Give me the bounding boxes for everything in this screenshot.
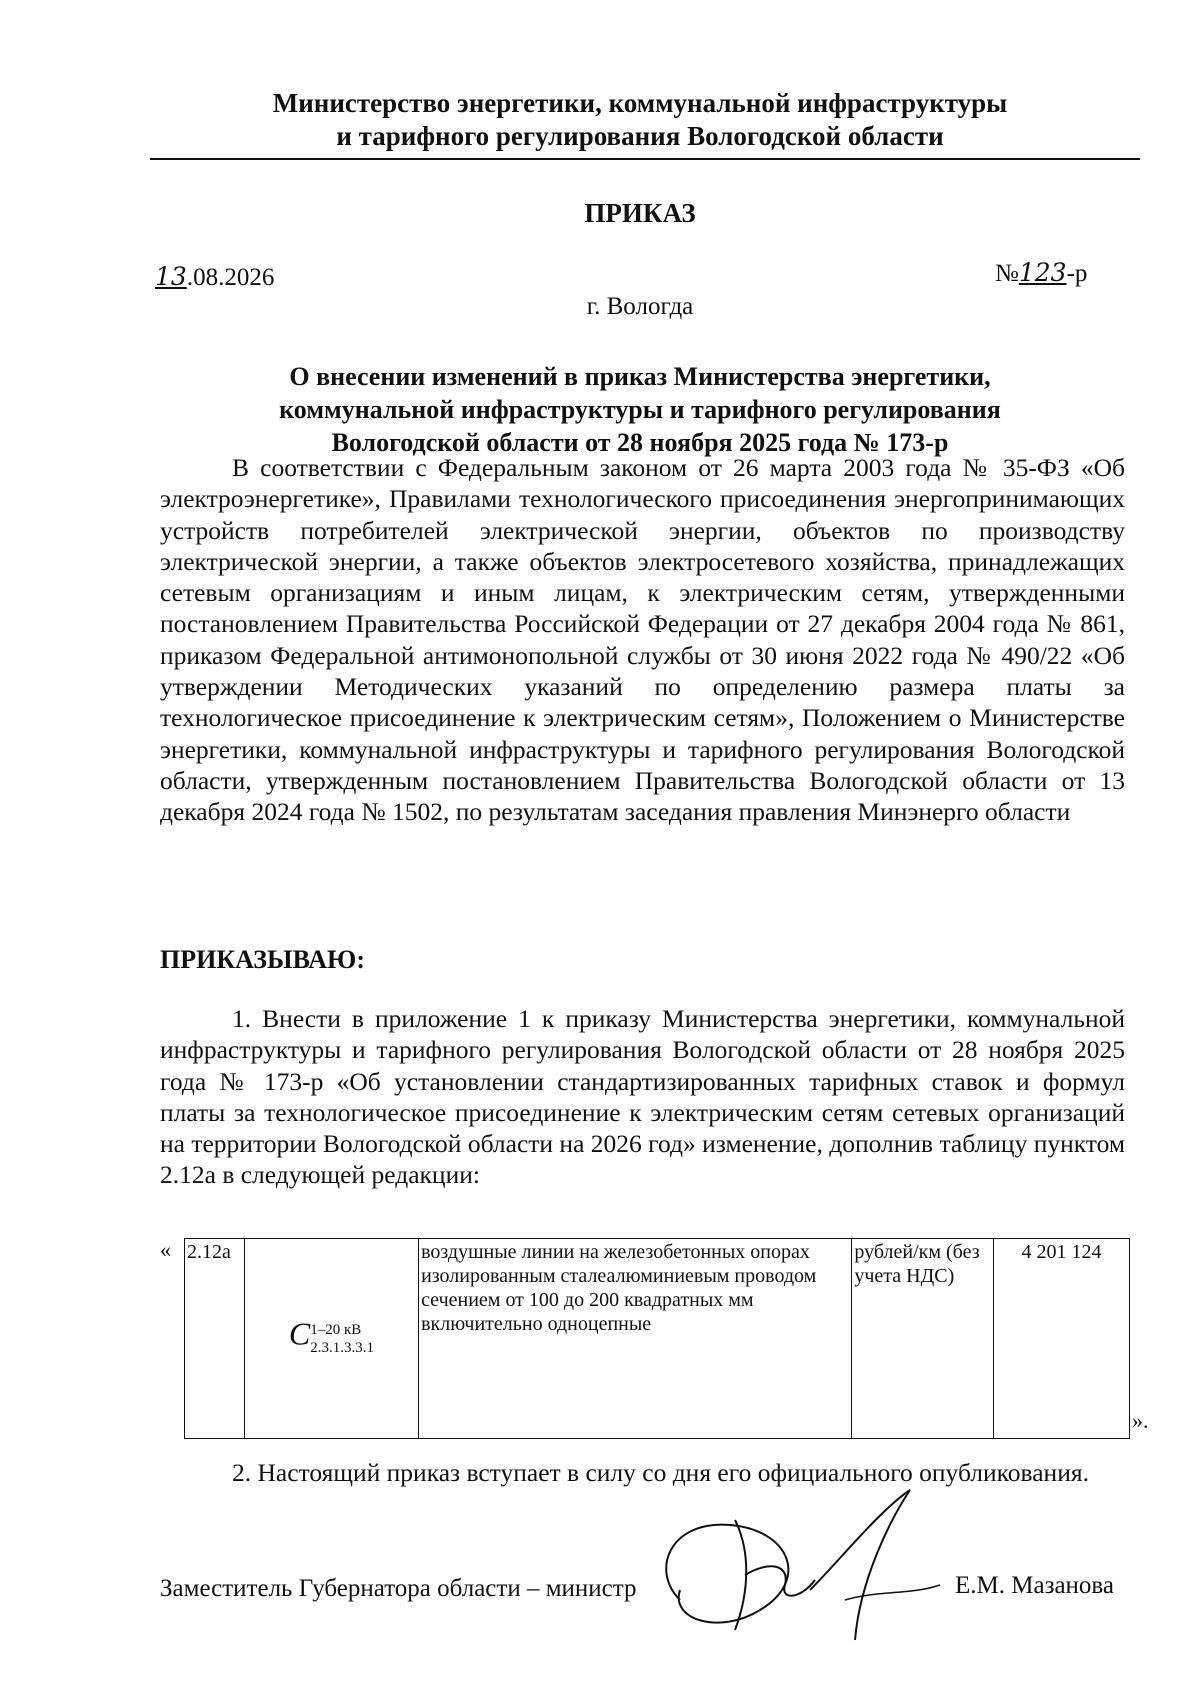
subject-line-2: коммунальной инфраструктуры и тарифного регулирования xyxy=(279,395,1001,424)
value-cell: 4 201 124 xyxy=(993,1239,1129,1439)
formula-symbol: C xyxy=(288,1315,311,1352)
number-suffix: -р xyxy=(1066,260,1088,287)
order-word: ПРИКАЗЫВАЮ: xyxy=(160,945,365,974)
description-cell: воздушные линии на железобетонных опорах изолированным сталеалюминиевым проводом сечением от 100 до 200 квадратных мм включительно одноцепные xyxy=(419,1239,852,1439)
table-row xyxy=(185,1239,1130,1439)
order-date xyxy=(155,262,274,292)
date-printed: .08.2026 xyxy=(186,264,275,291)
handwritten-signature xyxy=(640,1480,960,1650)
formula-subscript: 2.3.1.3.3.1 xyxy=(310,1339,375,1356)
header-rule xyxy=(150,158,1140,160)
order-number xyxy=(995,258,1087,288)
item-1-paragraph: 1. Внести в приложение 1 к приказу Министерства энергетики, коммунальной инфраструктуры и тарифного регулирования Вологодской области от 28 ноября 2025 года № 173-р «Об установлении стандартизированных тарифных ставок и формул платы за технологическое присоединение к электрическим сетям сетевых организаций на территории Вологодской области на 2026 год» изменение, дополнив таблицу пунктом 2.12а в следующей редакции: xyxy=(160,1004,1126,1190)
unit-cell: рублей/км (без учета НДС) xyxy=(852,1239,994,1439)
signatory-name: Е.М. Мазанова xyxy=(955,1572,1114,1599)
city: г. Вологда xyxy=(586,293,694,320)
row-number: 2.12а xyxy=(185,1239,245,1439)
document-type: ПРИКАЗ xyxy=(584,198,696,228)
ministry-name-line-2: и тарифного регулирования Вологодской области xyxy=(336,121,944,151)
formula-cell xyxy=(244,1239,418,1439)
handwritten-day: 13 xyxy=(155,262,187,291)
signatory-role: Заместитель Губернатора области – министр xyxy=(160,1575,637,1602)
handwritten-number: 123 xyxy=(1018,258,1067,287)
formula-superscript: 1–20 кВ xyxy=(310,1321,362,1338)
subject-line-1: О внесении изменений в приказ Министерства энергетики, xyxy=(289,362,991,391)
subject-line-3: Вологодской области от 28 ноября 2025 года № 173-р xyxy=(331,428,949,457)
preamble-paragraph: В соответствии с Федеральным законом от 26 марта 2003 года № 35-ФЗ «Об электроэнергетике», Правилами технологического присоединения энергопринимающих устройств потребителей электрической энергии, объектов по производству электрической энергии, а также объектов электросетевого хозяйства, принадлежащих сетевым организациям и иным лицам, к электрическим сетям, утвержденными постановлением Правительства Российской Федерации от 27 декабря 2004 года № 861, приказом Федеральной антимонопольной службы от 30 июня 2022 года № 490/22 «Об утверждении Методических указаний по определению размера платы за технологическое присоединение к электрическим сетям», Положением о Министерстве энергетики, коммунальной инфраструктуры и тарифного регулирования Вологодской области, утвержденным постановлением Правительства Вологодской области от 13 декабря 2024 года № 1502, по результатам заседания правления Минэнерго области xyxy=(160,453,1125,827)
inserted-table xyxy=(184,1238,1130,1439)
number-sign: № xyxy=(995,260,1019,287)
table-close-quote: ». xyxy=(1132,1408,1149,1433)
ministry-name-line-1: Министерство энергетики, коммунальной инфраструктуры xyxy=(272,88,1008,118)
table-open-quote: « xyxy=(160,1237,171,1262)
item-2-paragraph: 2. Настоящий приказ вступает в силу со дня его официального опубликования. xyxy=(232,1458,1089,1487)
order-subject xyxy=(150,360,1130,459)
